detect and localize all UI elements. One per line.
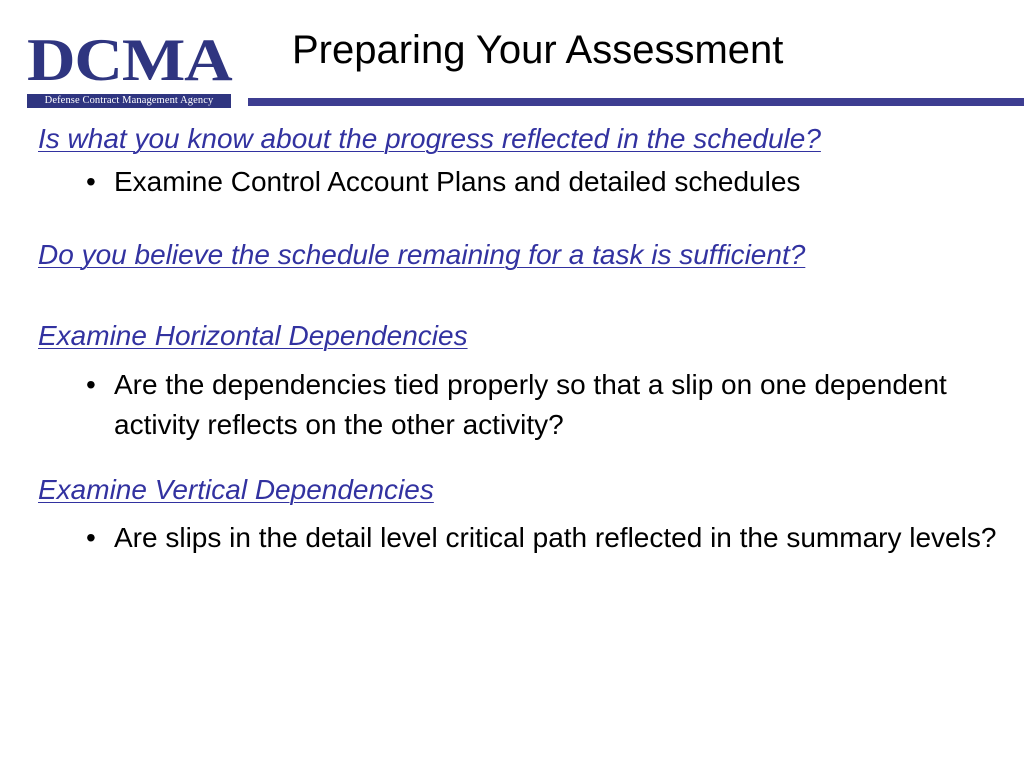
bullet-icon: • xyxy=(86,369,96,400)
section-heading: Do you believe the schedule remaining for a task is sufficient? xyxy=(38,239,806,270)
bullet-icon: • xyxy=(86,166,96,197)
slide-content xyxy=(38,121,998,558)
section-progress xyxy=(38,121,998,202)
bullet-list xyxy=(38,365,998,445)
bullet-item xyxy=(38,518,998,558)
bullet-list xyxy=(38,518,998,558)
bullet-list xyxy=(38,162,998,202)
slide-title: Preparing Your Assessment xyxy=(292,28,784,72)
section-horizontal-dependencies xyxy=(38,318,998,445)
dcma-logo xyxy=(27,27,232,106)
logo-tagline: Defense Contract Management Agency xyxy=(27,94,231,108)
section-schedule-remaining xyxy=(38,237,998,273)
bullet-icon: • xyxy=(86,522,96,553)
bullet-text: Are slips in the detail level critical path reflected in the summary levels? xyxy=(114,522,997,553)
bullet-text: Examine Control Account Plans and detailed schedules xyxy=(114,166,801,197)
title-divider xyxy=(248,98,1024,106)
logo-wordmark: DCMA xyxy=(27,27,232,93)
section-vertical-dependencies xyxy=(38,472,998,558)
bullet-text: Are the dependencies tied properly so that a slip on one dependent activity reflects on the other activity? xyxy=(114,369,947,440)
section-heading: Is what you know about the progress reflected in the schedule? xyxy=(38,123,821,154)
bullet-item xyxy=(38,162,998,202)
bullet-item xyxy=(38,365,998,445)
section-heading: Examine Vertical Dependencies xyxy=(38,474,434,505)
section-heading: Examine Horizontal Dependencies xyxy=(38,320,468,351)
